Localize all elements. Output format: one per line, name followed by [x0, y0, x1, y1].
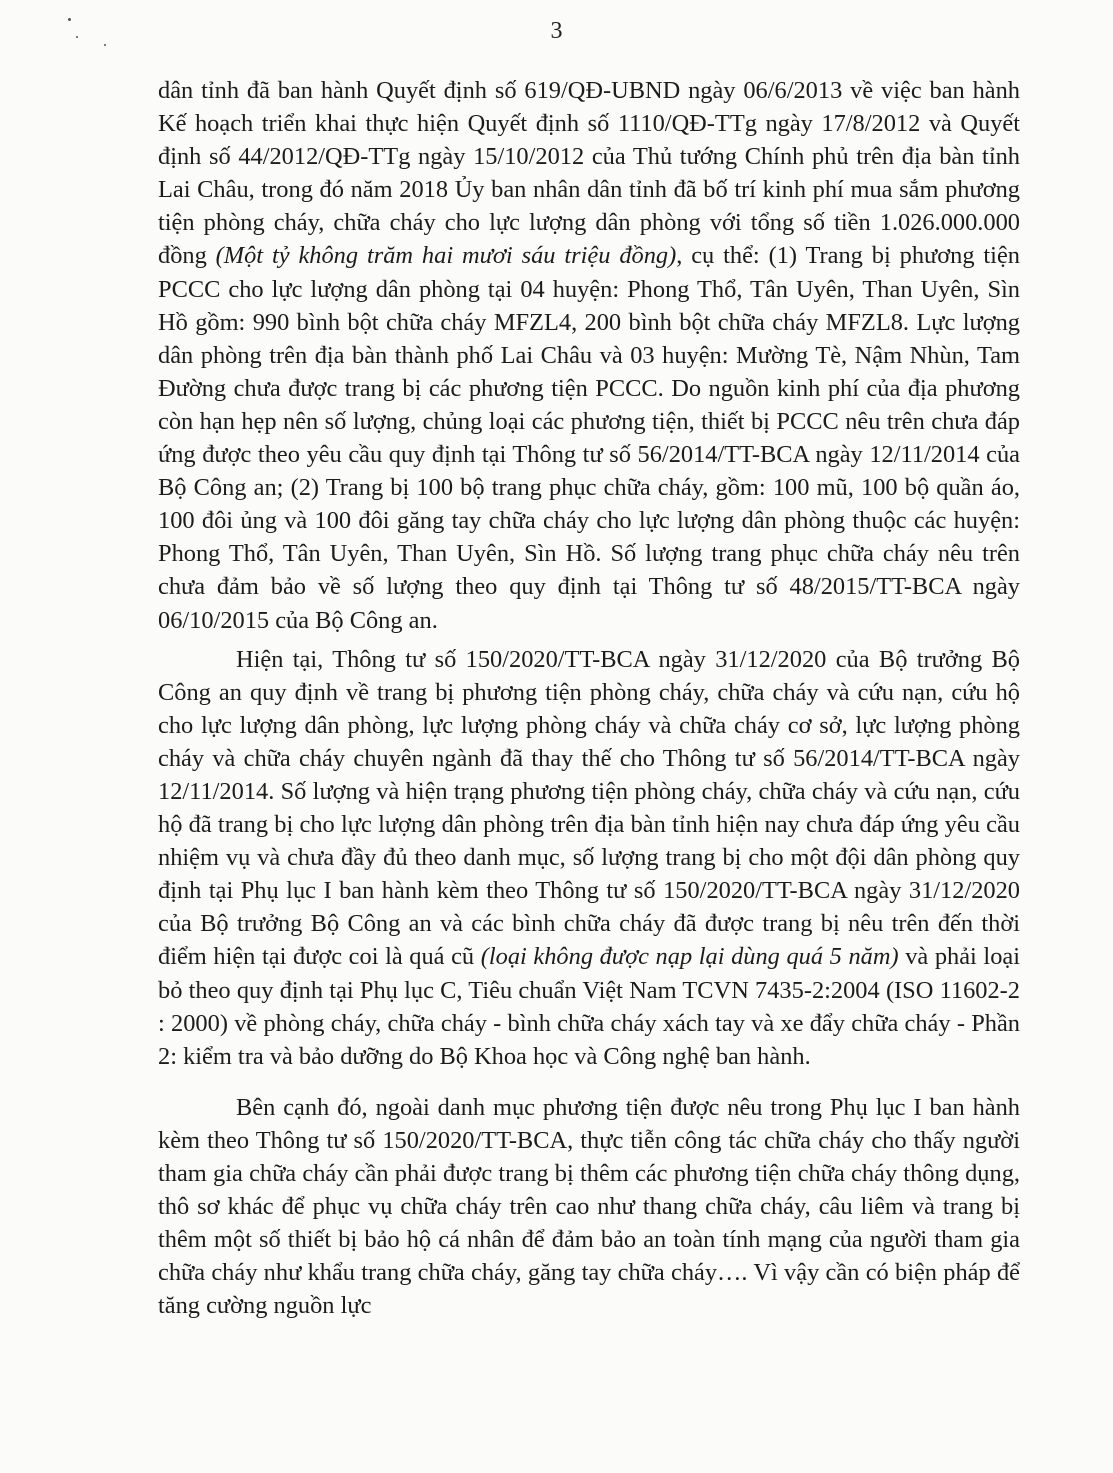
- paragraph-1: [158, 74, 1020, 637]
- paragraph-2: [158, 643, 1020, 1073]
- paragraph-1-text-a: dân tỉnh đã ban hành Quyết định số 619/QĐ-UBND ngày 06/6/2013 về việc ban hành Kế hoạch triển khai thực hiện Quyết định số 1110/QĐ-TTg ngày 17/8/2012 và Quyết định số 44/2012/QĐ-TTg ngày 15/10/2012 của Thủ tướng Chính phủ trên địa bàn tỉnh Lai Châu, trong đó năm 2018 Ủy ban nhân dân tỉnh đã bố trí kinh phí mua sắm phương tiện phòng cháy, chữa cháy cho lực lượng dân phòng với tổng số tiền 1.026.000.000 đồng: [158, 77, 1020, 270]
- paragraph-1-italic-amount: (Một tỷ không trăm hai mươi sáu triệu đồng): [215, 242, 677, 270]
- paragraph-2-text-a: Hiện tại, Thông tư số 150/2020/TT-BCA ngày 31/12/2020 của Bộ trưởng Bộ Công an quy định về trang bị phương tiện phòng cháy, chữa cháy và cứu nạn, cứu hộ cho lực lượng dân phòng, lực lượng phòng cháy và chữa cháy cơ sở, lực lượng phòng cháy và chữa cháy chuyên ngành đã thay thế cho Thông tư số 56/2014/TT-BCA ngày 12/11/2014. Số lượng và hiện trạng phương tiện phòng cháy, chữa cháy và cứu nạn, cứu hộ đã trang bị cho lực lượng dân phòng trên địa bàn tỉnh hiện nay chưa đáp ứng yêu cầu nhiệm vụ và chưa đầy đủ theo danh mục, số lượng trang bị cho một đội dân phòng quy định tại Phụ lục I ban hành kèm theo Thông tư số 150/2020/TT-BCA ngày 31/12/2020 của Bộ trưởng Bộ Công an và các bình chữa cháy đã được trang bị nêu trên đến thời điểm hiện tại được coi là quá cũ: [158, 645, 1020, 971]
- paragraph-1-text-b: , cụ thể: (1) Trang bị phương tiện PCCC cho lực lượng dân phòng tại 04 huyện: Phong Thổ, Tân Uyên, Than Uyên, Sìn Hồ gồm: 990 bình bột chữa cháy MFZL4, 200 bình bột chữa cháy MFZL8. Lực lượng dân phòng trên địa bàn thành phố Lai Châu và 03 huyện: Mường Tè, Nậm Nhùn, Tam Đường chưa được trang bị các phương tiện PCCC. Do nguồn kinh phí của địa phương còn hạn hẹp nên số lượng, chủng loại các phương tiện, thiết bị PCCC nêu trên chưa đáp ứng được theo yêu cầu quy định tại Thông tư số 56/2014/TT-BCA ngày 12/11/2014 của Bộ Công an; (2) Trang bị 100 bộ trang phục chữa cháy, gồm: 100 mũ, 100 bộ quần áo, 100 đôi ủng và 100 đôi găng tay chữa cháy cho lực lượng dân phòng thuộc các huyện: Phong Thổ, Tân Uyên, Than Uyên, Sìn Hồ. Số lượng trang phục chữa cháy nêu trên chưa đảm bảo về số lượng theo quy định tại Thông tư số 48/2015/TT-BCA ngày 06/10/2015 của Bộ Công an.: [158, 242, 1020, 634]
- paragraph-3-text-a: Bên cạnh đó, ngoài danh mục phương tiện được nêu trong Phụ lục I ban hành kèm theo Thông tư số 150/2020/TT-BCA, thực tiễn công tác chữa cháy cho thấy người tham gia chữa cháy cần phải được trang bị thêm các phương tiện chữa cháy thông dụng, thô sơ khác để phục vụ chữa cháy trên cao như thang chữa cháy, câu liêm và trang bị thêm một số thiết bị bảo hộ cá nhân để đảm bảo an toàn tính mạng của người tham gia chữa cháy như khẩu trang chữa cháy, găng tay chữa cháy…. Vì vậy cần có biện pháp để tăng cường nguồn lực: [158, 1093, 1020, 1320]
- paragraph-2-text-b: và phải loại bỏ theo quy định tại Phụ lục C, Tiêu chuẩn Việt Nam TCVN 7435-2:2004 (ISO 11602-2 : 2000) về phòng cháy, chữa cháy - bình chữa cháy xách tay và xe đẩy chữa cháy - Phần 2: kiểm tra và bảo dưỡng do Bộ Khoa học và Công nghệ ban hành.: [158, 943, 1020, 1070]
- document-body: [158, 74, 1020, 1322]
- paragraph-3: [158, 1091, 1020, 1323]
- paragraph-2-italic-note: (loại không được nạp lại dùng quá 5 năm): [480, 943, 899, 971]
- page-number: 3: [550, 18, 563, 44]
